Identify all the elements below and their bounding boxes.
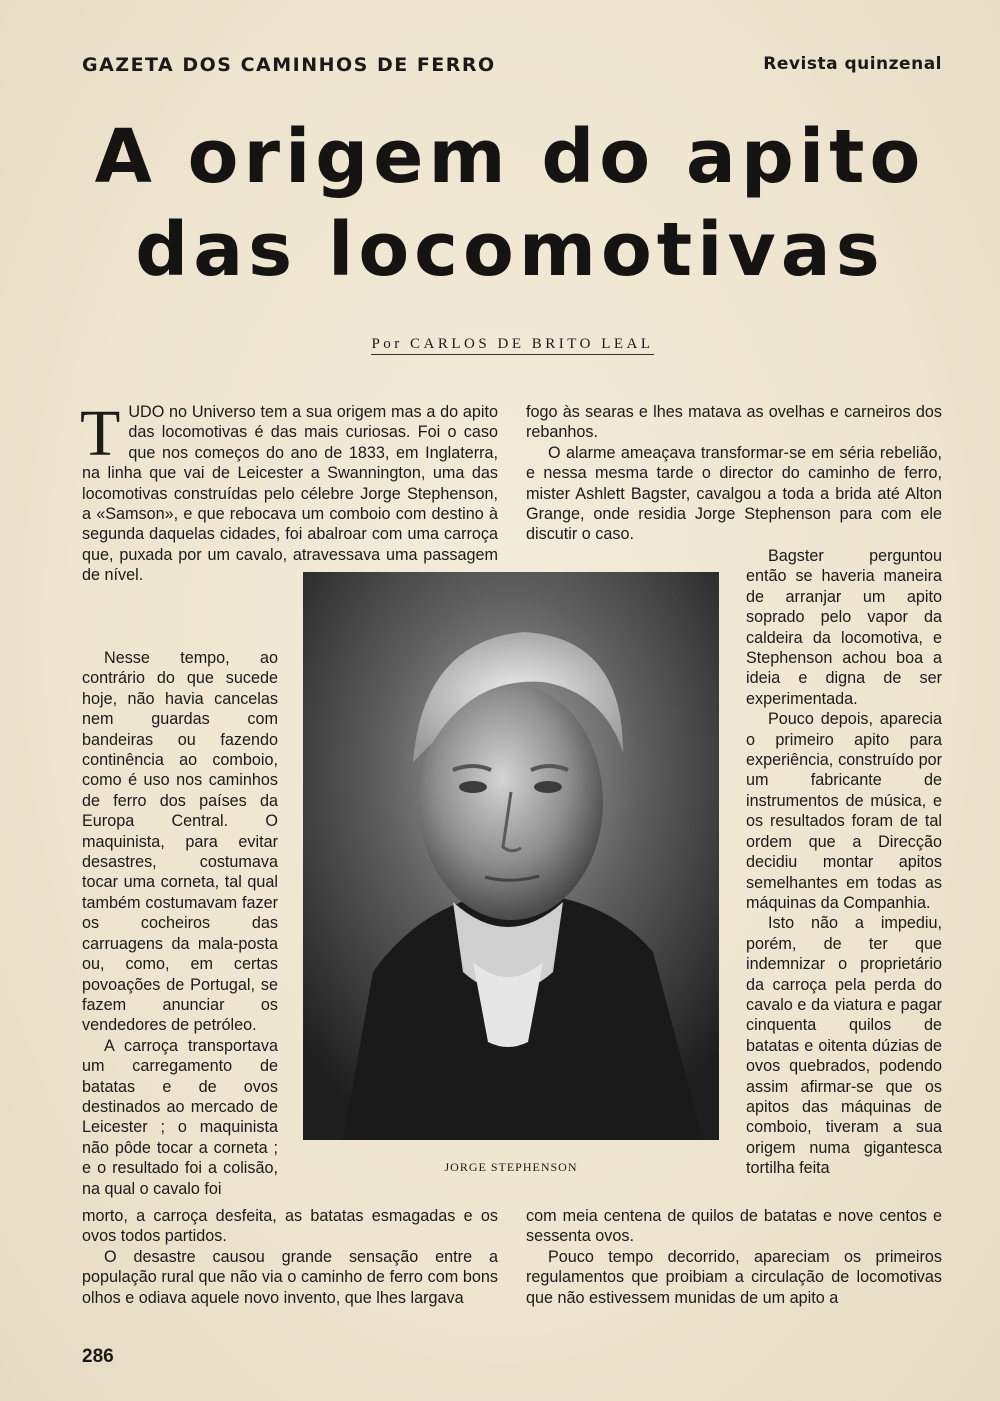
paragraph-indemnizar-continued: com meia centena de quilos de batatas e nove centos e sessenta ovos. — [526, 1207, 942, 1246]
article-title-line-1: A origem do apito — [94, 114, 926, 200]
right-column-top — [526, 402, 942, 545]
right-column-bottom — [526, 1206, 942, 1308]
publication-name: GAZETA DOS CAMINHOS DE FERRO — [82, 54, 496, 76]
paragraph-carroca: A carroça transportava um carregamento de batatas e de ovos destinados ao mercado de Leicester ; o maquinista não pôde tocar a corneta ; e o resultado foi a colisão, na qual o cavalo foi — [82, 1036, 278, 1198]
article-title-line-2: das locomotivas — [135, 207, 885, 293]
paragraph-fogo: fogo às searas e lhes matava as ovelhas e carneiros dos rebanhos. — [526, 403, 942, 442]
byline — [0, 336, 1000, 353]
portrait-illustration — [303, 572, 719, 1140]
paragraph-carroca-continued: morto, a carroça desfeita, as batatas esmagadas e os ovos todos partidos. — [82, 1207, 498, 1246]
left-column-narrow — [82, 648, 278, 1199]
paragraph-regulamentos: Pouco tempo decorrido, apareciam os primeiros regulamentos que proibiam a circulação de locomotivas que não estivessem munidas de um apito a — [526, 1247, 942, 1307]
publication-frequency: Revista quinzenal — [763, 54, 942, 74]
left-column-bottom — [82, 1206, 498, 1308]
photo-caption: JORGE STEPHENSON — [444, 1160, 578, 1174]
left-column-top — [80, 397, 498, 586]
drop-cap: T — [80, 397, 121, 470]
paragraph-desastre: O desastre causou grande sensação entre a população rural que não via o caminho de ferro com bons olhos e odiava aquele novo invento, que lhes largava — [82, 1247, 498, 1307]
opening-paragraph-text: UDO no Universo tem a sua origem mas a do apito das locomotivas é das mais curiosas. Foi o caso que nos começos do ano de 1833, em Inglaterra, na linha que vai de Leicester a Swannington, uma das locomotivas construídas pelo célebre Jorge Stephenson, a «Samson», e que rebocava um comboio com destino à segunda daquelas cidades, foi abalroar com uma carroça que, puxada por um cavalo, atravessava uma passagem de nível. — [82, 403, 498, 585]
paragraph-pouco-depois: Pouco depois, aparecia o primeiro apito para experiência, construído por um fabricante de instrumentos de música, e os resultados foram de tal ordem que a Direcção decidiu montar apitos semelhantes em todas as máquinas da Companhia. — [746, 710, 942, 912]
byline-text: Por CARLOS DE BRITO LEAL — [371, 336, 653, 355]
paragraph-alarme: O alarme ameaçava transformar-se em séria rebelião, e nessa mesma tarde o director do caminho de ferro, mister Ashlett Bagster, cavalgou a toda a brida até Alton Grange, onde residia Jorge Stephenson para com ele discutir o caso. — [526, 443, 942, 544]
portrait-photo — [303, 572, 719, 1140]
right-column-narrow — [746, 546, 942, 1179]
opening-paragraph — [80, 397, 498, 586]
page-number: 286 — [82, 1346, 114, 1367]
paragraph-indemnizar: Isto não a impediu, porém, de ter que indemnizar o proprietário da carroça pela perda do cavalo e da viatura e pagar cinquenta quilos de batatas e oitenta dúzias de ovos quebrados, podendo assim afirmar-se que os apitos das máquinas de comboio, tiveram a sua origem numa gigantesca tortilha feita — [746, 914, 942, 1178]
paragraph-nesse-tempo: Nesse tempo, ao contrário do que sucede hoje, não havia cancelas nem guardas com bandeiras ou fazendo continência ao comboio, como é uso nos caminhos de ferro dos países da Europa Central. O maquinista, para evitar desastres, costumava tocar uma corneta, tal qual também costumavam fazer os cocheiros das carruagens da mala-posta ou, como, em certas povoações de Portugal, se fazem anunciar os vendedores de petróleo. — [82, 649, 278, 1035]
paragraph-bagster: Bagster perguntou então se haveria maneira de arranjar um apito soprado pelo vapor da caldeira da locomotiva, e Stephenson achou boa a ideia e digna de ser experimentada. — [746, 547, 942, 708]
